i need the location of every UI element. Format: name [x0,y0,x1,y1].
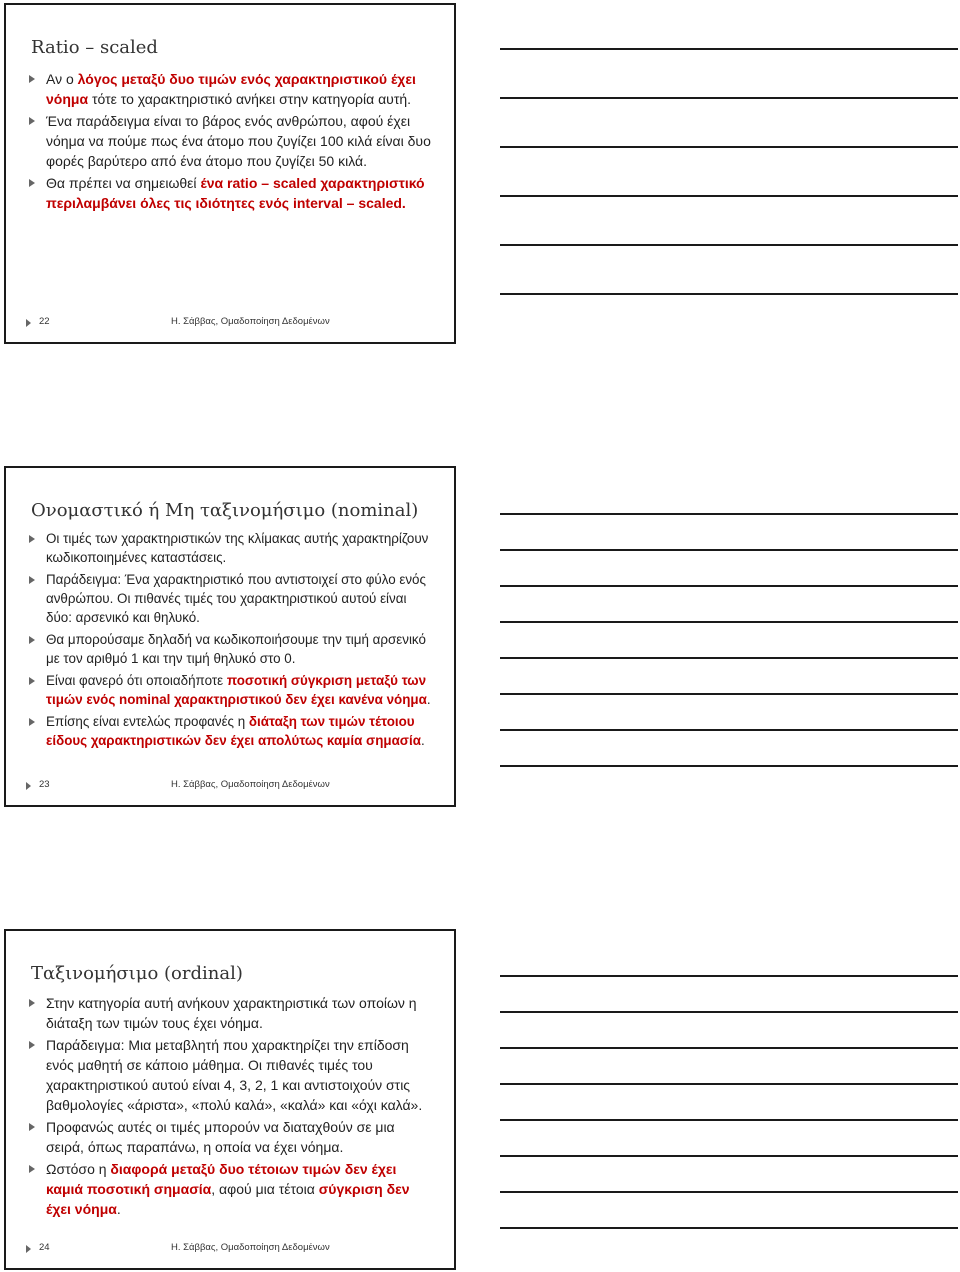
note-line [500,693,958,695]
bullet-arrow-icon [29,1123,35,1131]
slide-title: Ταξινομήσιμο (ordinal) [31,963,243,984]
bullet-item [28,570,436,627]
bullet-text: τότε το χαρακτηριστικό ανήκει στην κατηγορία αυτή. [88,91,412,107]
bullet-text: Ωστόσο η [46,1161,111,1177]
bullet-arrow-icon [29,636,35,644]
note-line [500,1191,958,1193]
note-line [500,657,958,659]
note-line [500,293,958,295]
note-line [500,1011,958,1013]
page-number: 24 [39,1242,50,1253]
bullet-text: Προφανώς αυτές οι τιμές μπορούν να διαταχθούν σε μια σειρά, όπως παραπάνω, η οποία να έχει νόημα. [46,1119,395,1155]
bullet-text: . [116,1201,121,1217]
highlighted-text: ποσοτική σύγκριση μεταξύ των τιμών ενός nominal χαρακτηριστικού δεν έχει κανένα νόημα [46,673,427,707]
note-line [500,146,958,148]
bullet-arrow-icon [29,677,35,685]
bullet-text: Είναι φανερό ότι οποιαδήποτε [46,673,227,688]
page-number: 23 [39,779,50,790]
slide-title: Ratio – scaled [31,37,158,58]
note-line [500,729,958,731]
slide-title: Ονομαστικό ή Μη ταξινομήσιμο (nominal) [31,500,419,521]
highlighted-text: ένα ratio – scaled χαρακτηριστικό περιλαμβάνει όλες τις ιδιότητες ενός interval – scaled. [46,175,425,211]
slide-23 [4,466,456,807]
footer-arrow-icon [26,782,31,790]
bullet-list [28,993,436,1221]
note-line [500,513,958,515]
bullet-arrow-icon [29,999,35,1007]
bullet-item [28,69,436,109]
bullet-text: Παράδειγμα: Μια μεταβλητή που χαρακτηρίζει την επίδοση ενός μαθητή σε κάποιο μάθημα. Οι πιθανές τιμές του χαρακτηριστικού αυτού είναι 4, 3, 2, 1 και αντιστοιχούν στις βαθμολογίες «άριστα», «πολύ καλά», «καλά» και «όχι καλά». [46,1037,423,1113]
bullet-item [28,1117,436,1157]
bullet-item [28,993,436,1033]
bullet-text: . [420,733,425,748]
highlighted-text: λόγος μεταξύ δυο τιμών ενός χαρακτηριστικού έχει νόημα [46,71,416,107]
bullet-arrow-icon [29,117,35,125]
notes-lines-24 [500,975,958,1229]
slide-22 [4,3,456,344]
bullet-arrow-icon [29,75,35,83]
highlighted-text: διάταξη των τιμών τέτοιου είδους χαρακτηριστικών δεν έχει απολύτως καμία σημασία [46,714,421,748]
note-line [500,1227,958,1229]
note-line [500,244,958,246]
note-line [500,97,958,99]
bullet-text: . [426,692,431,707]
bullet-item [28,111,436,171]
page-number: 22 [39,316,50,327]
note-line [500,621,958,623]
bullet-arrow-icon [29,576,35,584]
notes-lines-23 [500,513,958,767]
bullet-text: Οι τιμές των χαρακτηριστικών της κλίμακας αυτής χαρακτηρίζουν κωδικοποιημένες καταστάσεις. [46,531,429,565]
footer-arrow-icon [26,319,31,327]
notes-lines-22 [500,48,958,295]
note-line [500,549,958,551]
bullet-list [28,529,436,753]
bullet-item [28,671,436,709]
footer-author: Η. Σάββας, Ομαδοποίηση Δεδομένων [171,1242,330,1253]
bullet-text: Επίσης είναι εντελώς προφανές η [46,714,249,729]
bullet-item [28,630,436,668]
highlighted-text: διαφορά μεταξύ δυο τέτοιων τιμών δεν έχει καμιά ποσοτική σημασία [46,1161,397,1197]
bullet-item [28,1159,436,1219]
note-line [500,1047,958,1049]
bullet-arrow-icon [29,718,35,726]
highlighted-text: σύγκριση δεν έχει νόημα [46,1181,410,1217]
note-line [500,1119,958,1121]
bullet-list [28,69,436,215]
slide-24 [4,929,456,1270]
bullet-arrow-icon [29,179,35,187]
bullet-arrow-icon [29,1165,35,1173]
bullet-text: Θα πρέπει να σημειωθεί [46,175,201,191]
bullet-arrow-icon [29,535,35,543]
note-line [500,585,958,587]
bullet-item [28,1035,436,1115]
bullet-text: Αν ο [46,71,78,87]
bullet-text: Ένα παράδειγμα είναι το βάρος ενός ανθρώπου, αφού έχει νόημα να πούμε πως ένα άτομο που ζυγίζει 100 κιλά είναι δυο φορές βαρύτερο από ένα άτομο που ζυγίζει 50 κιλά. [46,113,431,169]
footer-author: Η. Σάββας, Ομαδοποίηση Δεδομένων [171,779,330,790]
note-line [500,1155,958,1157]
note-line [500,48,958,50]
bullet-item [28,529,436,567]
footer-arrow-icon [26,1245,31,1253]
footer-author: Η. Σάββας, Ομαδοποίηση Δεδομένων [171,316,330,327]
note-line [500,1083,958,1085]
bullet-arrow-icon [29,1041,35,1049]
bullet-text: , αφού μια τέτοια [211,1181,319,1197]
bullet-item [28,712,436,750]
bullet-text: Παράδειγμα: Ένα χαρακτηριστικό που αντιστοιχεί στο φύλο ενός ανθρώπου. Οι πιθανές τιμές του χαρακτηριστικού αυτού είναι δύο: αρσενικό και θηλυκό. [46,572,426,625]
bullet-item [28,173,436,213]
bullet-text: Θα μπορούσαμε δηλαδή να κωδικοποιήσουμε την τιμή αρσενικό με τον αριθμό 1 και την τιμή θηλυκό στο 0. [46,632,426,666]
note-line [500,975,958,977]
note-line [500,195,958,197]
bullet-text: Στην κατηγορία αυτή ανήκουν χαρακτηριστικά των οποίων η διάταξη των τιμών τους έχει νόημα. [46,995,417,1031]
note-line [500,765,958,767]
